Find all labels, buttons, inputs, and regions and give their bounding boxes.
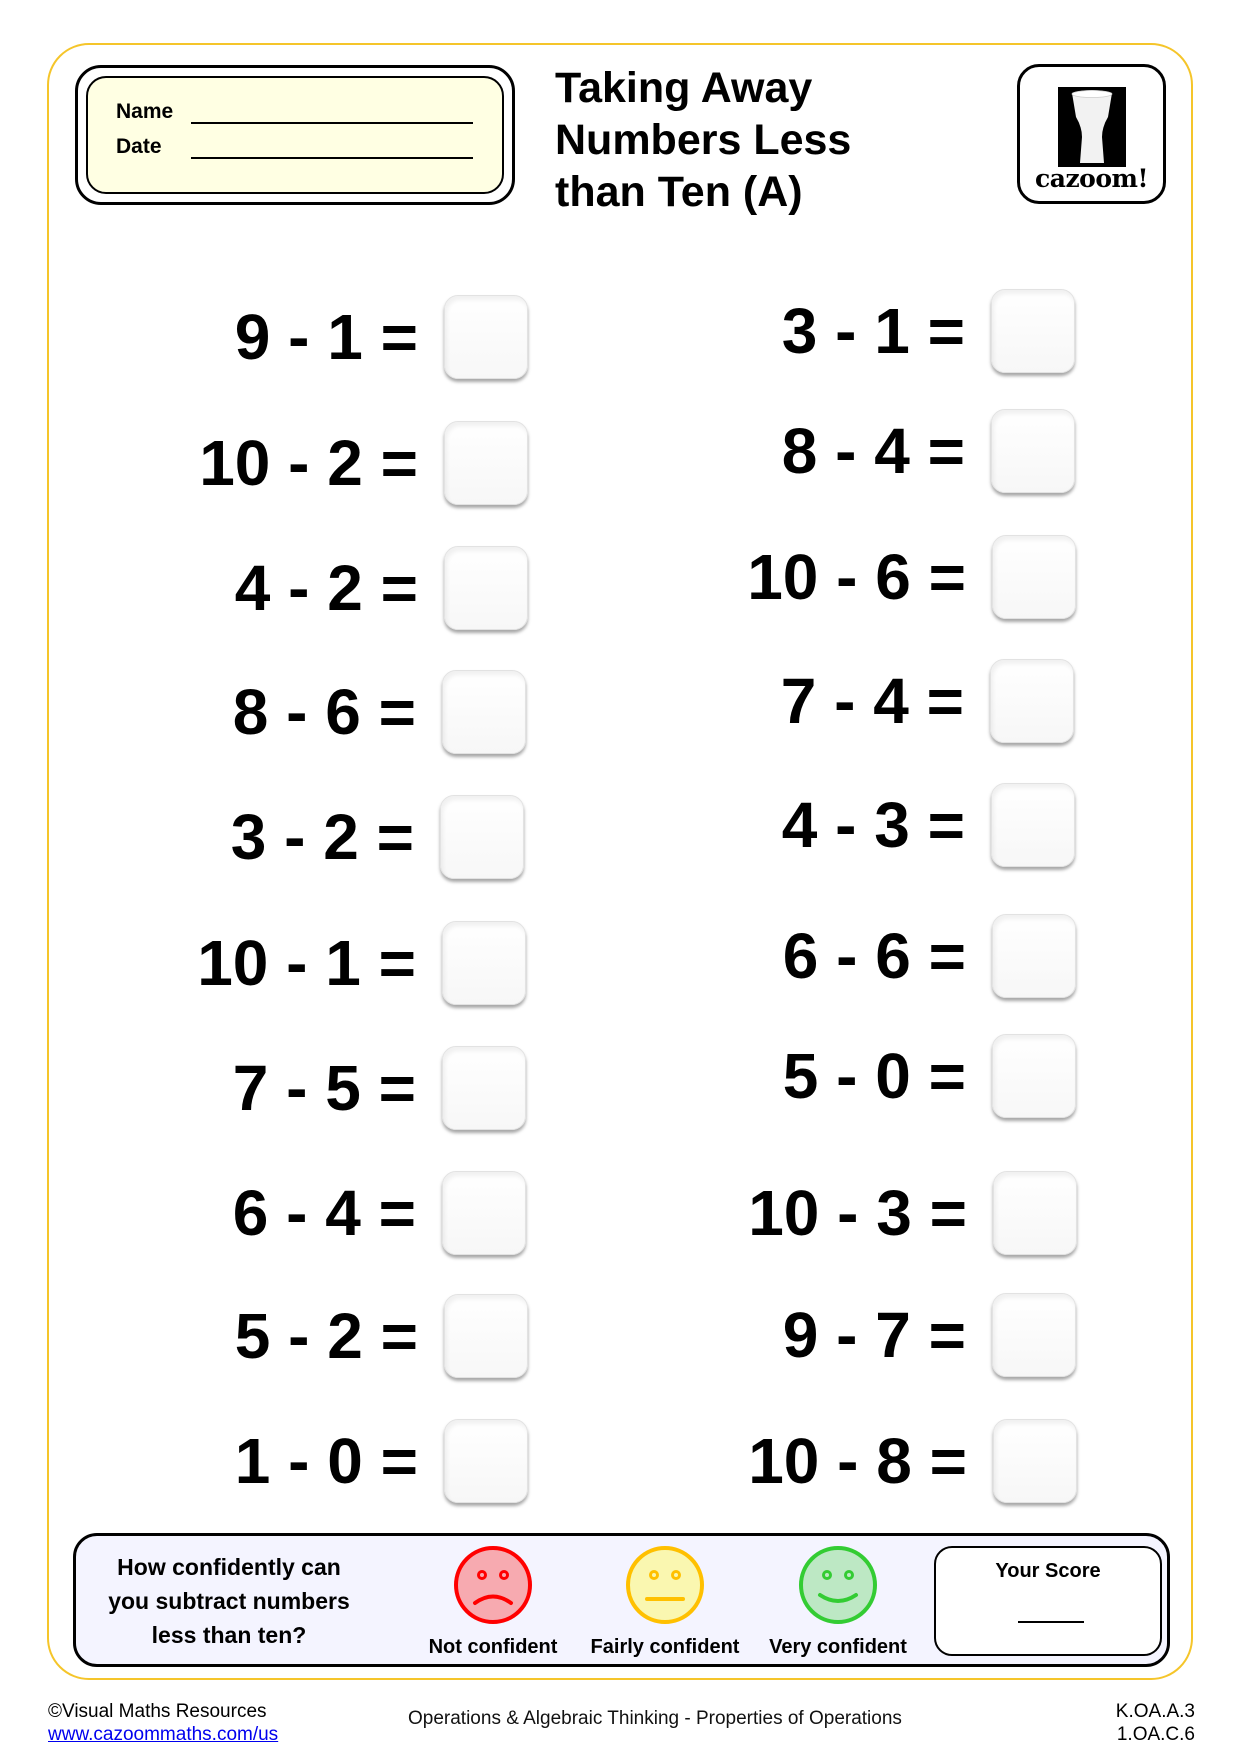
happy-face-icon[interactable] bbox=[798, 1545, 878, 1625]
question-row bbox=[650, 1293, 1076, 1378]
question-row bbox=[100, 1171, 526, 1256]
question-expression: 10 - 2 = bbox=[199, 427, 418, 499]
question-expression: 7 - 4 = bbox=[780, 665, 964, 737]
logo-text: cazoom! bbox=[1035, 164, 1148, 193]
question-expression: 5 - 2 = bbox=[234, 1300, 418, 1372]
date-line[interactable] bbox=[191, 139, 473, 159]
question-expression: 3 - 2 = bbox=[230, 801, 414, 873]
question-row bbox=[650, 914, 1076, 999]
footer-credits bbox=[48, 1700, 278, 1746]
question-row bbox=[100, 1419, 528, 1504]
answer-box[interactable] bbox=[444, 421, 528, 505]
answer-box[interactable] bbox=[444, 295, 528, 379]
answer-box[interactable] bbox=[990, 659, 1074, 743]
question-expression: 8 - 6 = bbox=[232, 676, 416, 748]
answer-box[interactable] bbox=[992, 1034, 1076, 1118]
footer-standards bbox=[1116, 1700, 1195, 1746]
question-row bbox=[650, 409, 1075, 494]
question-expression: 3 - 1 = bbox=[781, 295, 965, 367]
question-row bbox=[650, 535, 1076, 620]
worksheet-title: Taking Away Numbers Less than Ten (A) bbox=[555, 64, 852, 216]
answer-box[interactable] bbox=[442, 1171, 526, 1255]
question-row bbox=[650, 783, 1075, 868]
question-expression: 9 - 1 = bbox=[234, 301, 418, 373]
website-link[interactable]: www.cazoommaths.com/us bbox=[48, 1724, 279, 1745]
name-field[interactable] bbox=[116, 100, 473, 124]
answer-box[interactable] bbox=[444, 1419, 528, 1503]
question-row bbox=[100, 1046, 526, 1131]
answer-box[interactable] bbox=[991, 783, 1075, 867]
question-row bbox=[650, 1171, 1077, 1256]
question-row bbox=[100, 421, 528, 506]
answer-box[interactable] bbox=[992, 535, 1076, 619]
standard-code: 1.OA.C.6 bbox=[1116, 1724, 1195, 1745]
question-row bbox=[650, 659, 1074, 744]
score-label: Your Score bbox=[995, 1560, 1101, 1582]
answer-box[interactable] bbox=[444, 546, 528, 630]
score-box bbox=[934, 1546, 1162, 1656]
cazoom-logo bbox=[1017, 64, 1166, 204]
answer-box[interactable] bbox=[991, 409, 1075, 493]
answer-box[interactable] bbox=[442, 921, 526, 1005]
answer-box[interactable] bbox=[992, 914, 1076, 998]
copyright-text: ©Visual Maths Resources bbox=[48, 1701, 267, 1722]
score-line[interactable] bbox=[1018, 1621, 1084, 1623]
question-expression: 9 - 7 = bbox=[782, 1299, 966, 1371]
answer-box[interactable] bbox=[440, 795, 524, 879]
standard-code: K.OA.A.3 bbox=[1115, 1701, 1195, 1722]
question-row bbox=[100, 921, 526, 1006]
question-row bbox=[100, 295, 528, 380]
footer-topic: Operations & Algebraic Thinking - Properties of Operations bbox=[408, 1708, 902, 1729]
question-expression: 1 - 0 = bbox=[234, 1425, 418, 1497]
question-expression: 8 - 4 = bbox=[781, 415, 965, 487]
question-expression: 10 - 1 = bbox=[197, 927, 416, 999]
answer-box[interactable] bbox=[991, 289, 1075, 373]
question-row bbox=[650, 289, 1075, 374]
answer-box[interactable] bbox=[992, 1293, 1076, 1377]
question-expression: 7 - 5 = bbox=[232, 1052, 416, 1124]
neutral-face-icon[interactable] bbox=[625, 1545, 705, 1625]
answer-box[interactable] bbox=[442, 670, 526, 754]
question-row bbox=[100, 1294, 528, 1379]
not-confident-label[interactable]: Not confident bbox=[428, 1636, 558, 1658]
question-row bbox=[100, 670, 526, 755]
sad-face-icon[interactable] bbox=[453, 1545, 533, 1625]
question-expression: 4 - 2 = bbox=[234, 552, 418, 624]
fairly-confident-label[interactable]: Fairly confident bbox=[590, 1636, 740, 1658]
name-line[interactable] bbox=[191, 104, 473, 124]
name-date-box bbox=[75, 65, 515, 205]
question-expression: 6 - 6 = bbox=[782, 920, 966, 992]
name-label: Name bbox=[116, 100, 174, 123]
question-row bbox=[650, 1419, 1077, 1504]
question-row bbox=[650, 1034, 1076, 1119]
question-row bbox=[100, 546, 528, 631]
date-field[interactable] bbox=[116, 135, 473, 159]
answer-box[interactable] bbox=[993, 1419, 1077, 1503]
drum-icon bbox=[1058, 87, 1126, 167]
answer-box[interactable] bbox=[444, 1294, 528, 1378]
date-label: Date bbox=[116, 135, 162, 158]
answer-box[interactable] bbox=[993, 1171, 1077, 1255]
answer-box[interactable] bbox=[442, 1046, 526, 1130]
question-row bbox=[100, 795, 524, 880]
question-expression: 4 - 3 = bbox=[781, 789, 965, 861]
confidence-panel bbox=[73, 1533, 1170, 1667]
question-expression: 10 - 8 = bbox=[748, 1425, 967, 1497]
question-expression: 10 - 3 = bbox=[748, 1177, 967, 1249]
question-expression: 6 - 4 = bbox=[232, 1177, 416, 1249]
question-expression: 10 - 6 = bbox=[747, 541, 966, 613]
question-expression: 5 - 0 = bbox=[782, 1040, 966, 1112]
confidence-question: How confidently can you subtract numbers less than ten? bbox=[108, 1554, 350, 1648]
very-confident-label[interactable]: Very confident bbox=[769, 1636, 907, 1658]
